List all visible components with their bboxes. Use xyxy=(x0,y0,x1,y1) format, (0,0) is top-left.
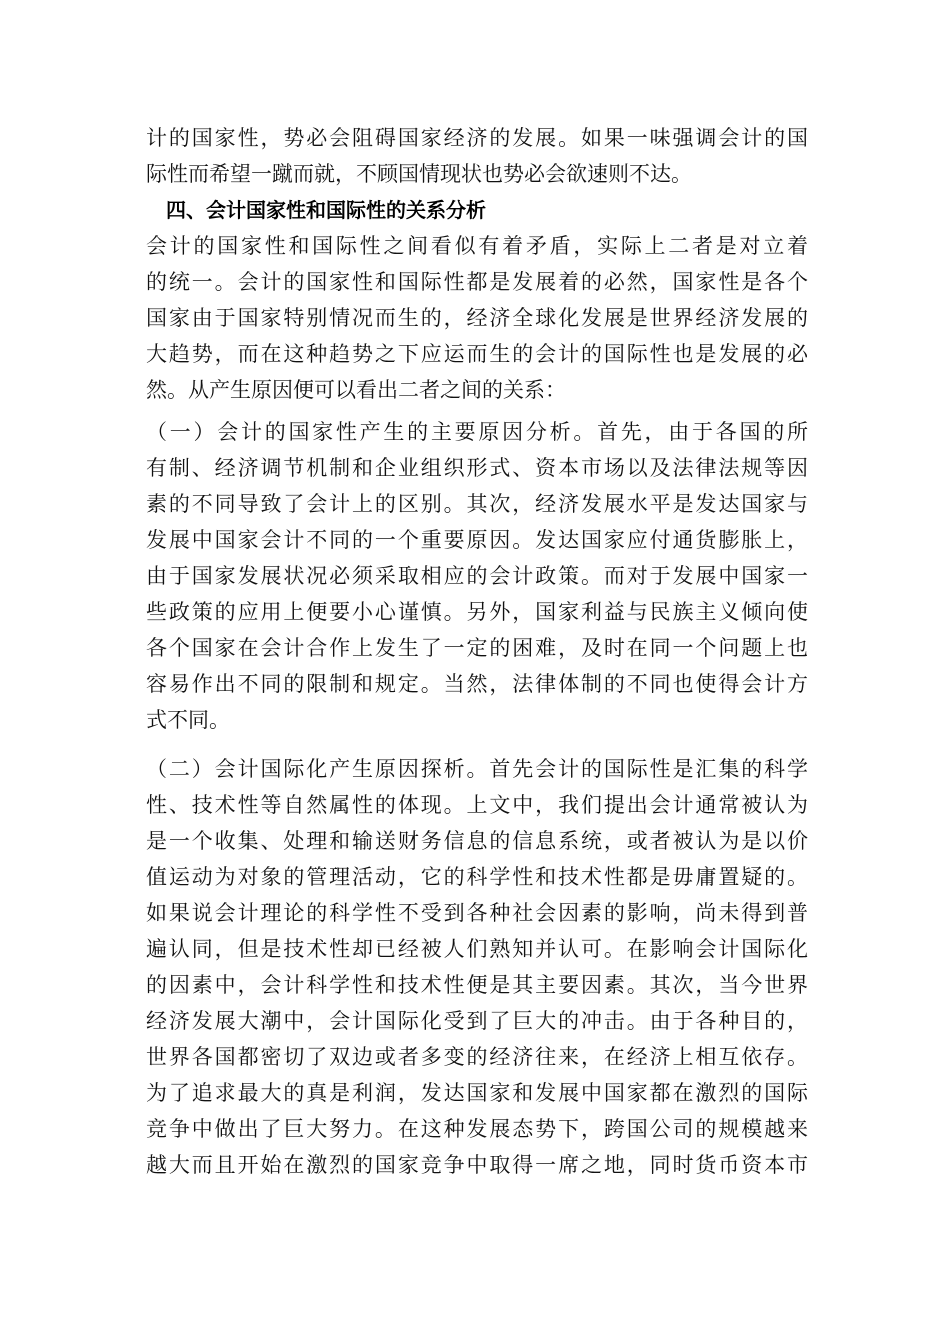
section-heading: 四、会计国家性和国际性的关系分析 xyxy=(166,198,486,222)
text-line: 性、技术性等自然属性的体现。上文中，我们提出会计通常被认为 xyxy=(146,793,808,817)
text-line: 会计的国家性和国际性之间看似有着矛盾，实际上二者是对立着 xyxy=(146,234,808,258)
text-line: 素的不同导致了会计上的区别。其次，经济发展水平是发达国家与 xyxy=(146,492,808,516)
text-line: 值运动为对象的管理活动，它的科学性和技术性都是毋庸置疑的。 xyxy=(146,865,808,889)
text-line: 为了追求最大的真是利润，发达国家和发展中国家都在激烈的国际 xyxy=(146,1081,808,1105)
text-line: 经济发展大潮中，会计国际化受到了巨大的冲击。由于各种目的， xyxy=(146,1009,808,1033)
text-line: （二）会计国际化产生原因探析。首先会计的国际性是汇集的科学 xyxy=(146,757,808,781)
text-line: 各个国家在会计合作上发生了一定的困难，及时在同一个问题上也 xyxy=(146,636,808,660)
text-line: 由于国家发展状况必须采取相应的会计政策。而对于发展中国家一 xyxy=(146,564,808,588)
text-line: 式不同。 xyxy=(146,708,230,732)
text-line: 的统一。会计的国家性和国际性都是发展着的必然，国家性是各个 xyxy=(146,270,808,294)
text-line: 发展中国家会计不同的一个重要原因。发达国家应付通货膨胀上， xyxy=(146,528,808,552)
text-line: （一）会计的国家性产生的主要原因分析。首先，由于各国的所 xyxy=(146,420,808,444)
text-line: 的因素中，会计科学性和技术性便是其主要因素。其次，当今世界 xyxy=(146,973,808,997)
text-line: 国家由于国家特别情况而生的，经济全球化发展是世界经济发展的 xyxy=(146,306,808,330)
text-line: 然。从产生原因便可以看出二者之间的关系： xyxy=(146,378,566,402)
text-line: 世界各国都密切了双边或者多变的经济往来，在经济上相互依存。 xyxy=(146,1045,808,1069)
text-line: 些政策的应用上便要小心谨慎。另外，国家利益与民族主义倾向使 xyxy=(146,600,808,624)
text-line: 是一个收集、处理和输送财务信息的信息系统，或者被认为是以价 xyxy=(146,829,808,853)
text-line: 容易作出不同的限制和规定。当然，法律体制的不同也使得会计方 xyxy=(146,672,808,696)
text-line: 遍认同，但是技术性却已经被人们熟知并认可。在影响会计国际化 xyxy=(146,937,808,961)
text-line: 计的国家性，势必会阻碍国家经济的发展。如果一味强调会计的国 xyxy=(146,126,808,150)
text-line: 际性而希望一蹴而就，不顾国情现状也势必会欲速则不达。 xyxy=(146,162,692,186)
text-line: 越大而且开始在激烈的国家竞争中取得一席之地，同时货币资本市 xyxy=(146,1153,808,1177)
text-line: 大趋势，而在这种趋势之下应运而生的会计的国际性也是发展的必 xyxy=(146,342,808,366)
text-line: 有制、经济调节机制和企业组织形式、资本市场以及法律法规等因 xyxy=(146,456,808,480)
text-line: 竞争中做出了巨大努力。在这种发展态势下，跨国公司的规模越来 xyxy=(146,1117,808,1141)
text-line: 如果说会计理论的科学性不受到各种社会因素的影响，尚未得到普 xyxy=(146,901,808,925)
